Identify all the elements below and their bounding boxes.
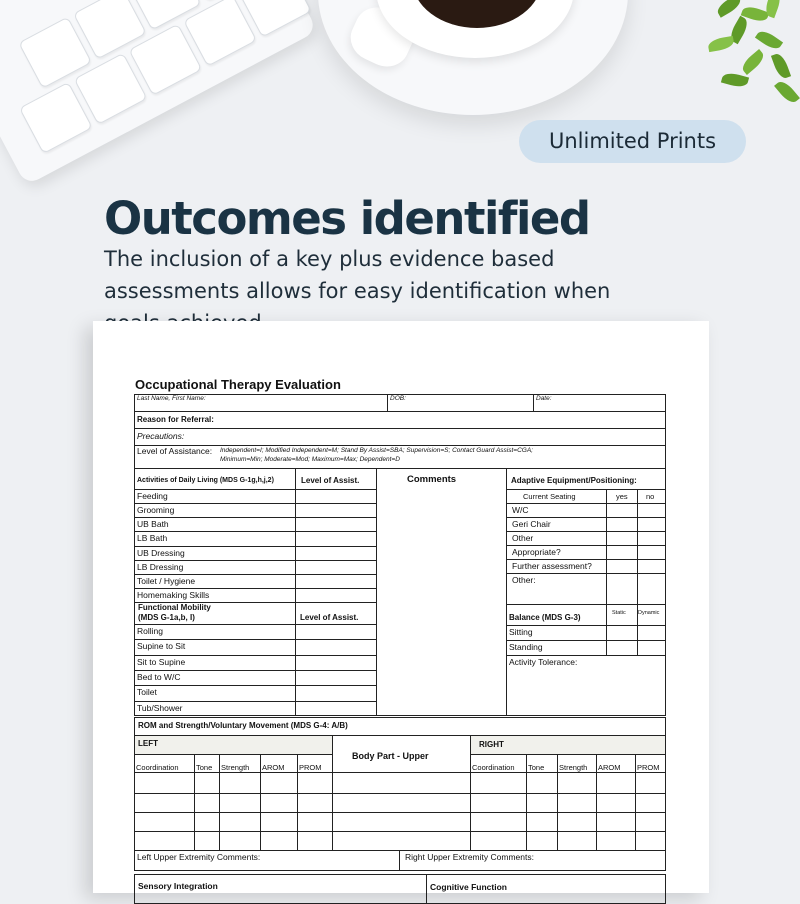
seating-item: Other: (512, 575, 536, 585)
fm-row-line (134, 639, 376, 640)
rom-col-line (526, 754, 527, 850)
fm-item: Supine to Sit (137, 641, 186, 652)
fm-header-line1: Functional Mobility (138, 603, 211, 612)
balance-sitting: Sitting (509, 627, 533, 637)
rom-left-col-header: Coordination (136, 763, 179, 772)
no-header: no (646, 492, 655, 501)
seating-row-line (506, 517, 666, 518)
precautions-label: Precautions: (137, 431, 185, 441)
adl-block (134, 468, 666, 716)
seating-item: Further assessment? (512, 561, 592, 571)
seating-row-line (506, 573, 666, 574)
rom-header: ROM and Strength/Voluntary Movement (MDS G-4: A/B) (138, 721, 348, 730)
adl-row-line (134, 503, 376, 504)
activity-tolerance-label: Activity Tolerance: (509, 657, 578, 667)
rom-right-col-header: Coordination (472, 763, 515, 772)
adl-item: Grooming (137, 505, 175, 516)
adl-row-line (134, 574, 376, 575)
rom-col-line (596, 754, 597, 850)
rom-col-line (557, 754, 558, 850)
rom-right-col-header: Strength (559, 763, 588, 772)
fm-item: Sit to Supine (137, 656, 186, 667)
rom-col-line (332, 754, 333, 850)
rom-row-line (134, 793, 666, 794)
seating-item: Other (512, 533, 534, 543)
adl-row-line (134, 531, 376, 532)
rom-col-line (470, 754, 471, 850)
rom-right-col-header: PROM (637, 763, 660, 772)
rom-col-line (194, 754, 195, 850)
date-field-label: Date: (536, 395, 552, 402)
rom-col-line (260, 754, 261, 850)
fm-header-line2: (MDS G-1a,b, I) (138, 613, 195, 622)
unlimited-prints-badge: Unlimited Prints (519, 120, 746, 163)
reason-label: Reason for Referral: (137, 415, 214, 424)
balance-standing: Standing (509, 642, 543, 652)
fm-row-line (134, 655, 376, 656)
seating-item: W/C (512, 505, 529, 515)
adaptive-equipment-header: Adaptive Equipment/Positioning: (511, 476, 637, 485)
rom-left-col-header: PROM (299, 763, 322, 772)
adl-item: UB Bath (137, 519, 169, 530)
dynamic-header: Dynamic (638, 610, 660, 616)
adl-row-line (134, 517, 376, 518)
seating-row-line (506, 545, 666, 546)
rom-left-col-header: Strength (221, 763, 250, 772)
form-title: Occupational Therapy Evaluation (135, 377, 341, 392)
fm-level-assist-header: Level of Assist. (300, 613, 359, 622)
adl-level-assist-header: Level of Assist. (301, 476, 360, 485)
sensory-integration-header: Sensory Integration (138, 881, 218, 891)
static-header: Static (612, 610, 626, 616)
adl-item: Feeding (137, 491, 168, 501)
yes-header: yes (616, 492, 628, 501)
cognitive-function-header: Cognitive Function (430, 882, 507, 892)
seating-item: Geri Chair (512, 519, 551, 529)
left-ue-comments: Left Upper Extremity Comments: (137, 852, 261, 862)
loa-key-line2: Minimum=Min; Moderate=Mod; Maximum=Max; Dependent=D (220, 456, 400, 463)
seating-row-line (506, 559, 666, 560)
adl-item: UB Dressing (137, 547, 185, 558)
adl-row-line (134, 546, 376, 547)
fm-row-line (134, 685, 376, 686)
fm-item: Bed to W/C (137, 672, 181, 682)
ot-evaluation-form (93, 321, 709, 893)
adl-header: Activities of Daily Living (MDS G-1g,h,j,2) (137, 477, 274, 484)
adl-item: Homemaking Skills (137, 589, 210, 600)
fm-row-line (134, 701, 376, 702)
fm-row-line (134, 670, 376, 671)
precautions-row (134, 428, 666, 446)
keyboard-image (0, 0, 318, 186)
rom-col-line (219, 754, 220, 850)
adl-row-line (134, 588, 376, 589)
adl-item: Toilet / Hygiene (137, 575, 196, 586)
fm-item: Toilet (137, 687, 157, 698)
name-field-label: Last Name, First Name: (137, 395, 206, 402)
balance-header: Balance (MDS G-3) (509, 613, 581, 622)
body-part-upper-header: Body Part - Upper (352, 751, 429, 761)
rom-col-line (297, 754, 298, 850)
subtext: The inclusion of a key plus evidence based assessments allows for easy identification when (104, 247, 611, 303)
rom-left-col-header: AROM (262, 763, 285, 772)
dob-field-label: DOB: (390, 395, 406, 402)
rom-left-col-header: Tone (196, 763, 213, 772)
rom-left-header: LEFT (138, 739, 158, 748)
seating-item: Appropriate? (512, 547, 561, 557)
rom-row-line (134, 812, 666, 813)
rom-right-header: RIGHT (479, 740, 504, 749)
plant-image (686, 0, 796, 120)
current-seating-header: Current Seating (523, 492, 576, 501)
comments-header: Comments (407, 474, 457, 485)
rom-right-col-header: Tone (528, 763, 545, 772)
seating-row-line (506, 531, 666, 532)
fm-item: Rolling (137, 626, 163, 636)
rom-row-line (134, 831, 666, 832)
adl-item: LB Dressing (137, 561, 184, 572)
rom-col-line (635, 754, 636, 850)
loa-label: Level of Assistance: (137, 446, 213, 456)
right-ue-comments: Right Upper Extremity Comments: (405, 852, 534, 862)
headline: Outcomes identified (104, 192, 590, 245)
loa-key-line1: Independent=I; Modified Independent=M; Stand By Assist=SBA; Supervision=S; Contact Guard Assist=CGA; (220, 447, 533, 454)
adl-item: LB Bath (137, 533, 168, 544)
fm-item: Tub/Shower (137, 702, 183, 713)
rom-right-col-header: AROM (598, 763, 621, 772)
adl-row-line (134, 560, 376, 561)
